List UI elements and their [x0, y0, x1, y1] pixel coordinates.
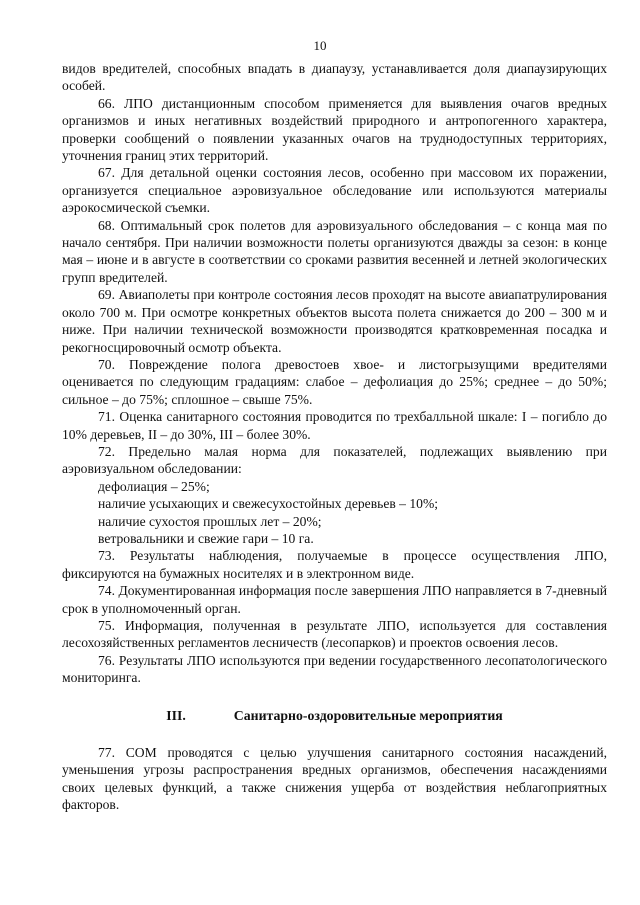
paragraph-71: 71. Оценка санитарного состояния проводится по трехбалльной шкале: I – погибло до 10% деревьев, II – до 30%, III – более 30%.	[62, 409, 607, 442]
list-item-old-deadwood: наличие сухостоя прошлых лет – 20%;	[98, 513, 322, 529]
paragraph-74: 74. Документированная информация после завершения ЛПО направляется в 7-дневный срок в уполномоченный орган.	[62, 583, 607, 616]
paragraph-70: 70. Повреждение полога древостоев хвое- и листогрызущими вредителями оценивается по следующим градациям: слабое – дефолиация до 25%; среднее – до 50%; сильное – до 75%; сплошное – свыше 75%.	[62, 356, 607, 407]
list-item-defoliation: дефолиация – 25%;	[98, 478, 210, 494]
paragraph-73: 73. Результаты наблюдения, получаемые в процессе осуществления ЛПО, фиксируются на бумажных носителях и в электронном виде.	[62, 548, 607, 581]
section-title: Санитарно-оздоровительные мероприятия	[233, 707, 503, 723]
paragraph-67: 67. Для детальной оценки состояния лесов, особенно при массовом их поражении, организуется специальное аэровизуальное обследование или используются материалы аэрокосмической съемки.	[62, 165, 607, 216]
paragraph-75: 75. Информация, полученная в результате ЛПО, используется для составления лесохозяйственных регламентов лесничеств (лесопарков) и проектов освоения лесов.	[62, 618, 607, 651]
paragraph-72: 72. Предельно малая норма для показателей, подлежащих выявлению при аэровизуальном обследовании:	[62, 443, 607, 477]
page-number: 10	[313, 38, 327, 53]
list-item-dying-trees: наличие усыхающих и свежесухостойных деревьев – 10%;	[98, 496, 439, 512]
list-item-windfall-burns: ветровальники и свежие гари – 10 га.	[98, 530, 314, 546]
paragraph-continuation: видов вредителей, способных впадать в диапаузу, устанавливается доля диапаузирующих особей.	[62, 61, 607, 94]
document-body	[62, 60, 607, 814]
paragraph-76: 76. Результаты ЛПО используются при ведении государственного лесопатологического мониторинга.	[62, 652, 607, 686]
section-number: III.	[166, 707, 186, 723]
paragraph-69: 69. Авиаполеты при контроле состояния лесов проходят на высоте авиапатрулирования около 700 м. При осмотре конкретных объектов высота полета снижается до 200 – 300 м и ниже. При наличии технической возможности производятся кратковременная посадка и рекогносцировочный осмотр объекта.	[62, 287, 607, 355]
paragraph-68: 68. Оптимальный срок полетов для аэровизуального обследования – с конца мая по начало сентября. При наличии возможности полеты организуются дважды за сезон: в конце мая – июне и в августе в соответствии со сроками развития весенней и летней экологических групп вредителей.	[62, 217, 607, 285]
section-heading	[62, 707, 607, 724]
paragraph-66: 66. ЛПО дистанционным способом применяется для выявления очагов вредных организмов и иных негативных воздействий природного и антропогенного характера, проверки сообщений о появлении указанных очагов на труднодоступных территориях, уточнения границ этих территорий.	[62, 95, 607, 164]
paragraph-77: 77. СОМ проводятся с целью улучшения санитарного состояния насаждений, уменьшения угрозы распространения вредных организмов, обеспечения насаждениями своих целевых функций, а также снижения ущерба от воздействия неблагоприятных факторов.	[62, 745, 607, 813]
